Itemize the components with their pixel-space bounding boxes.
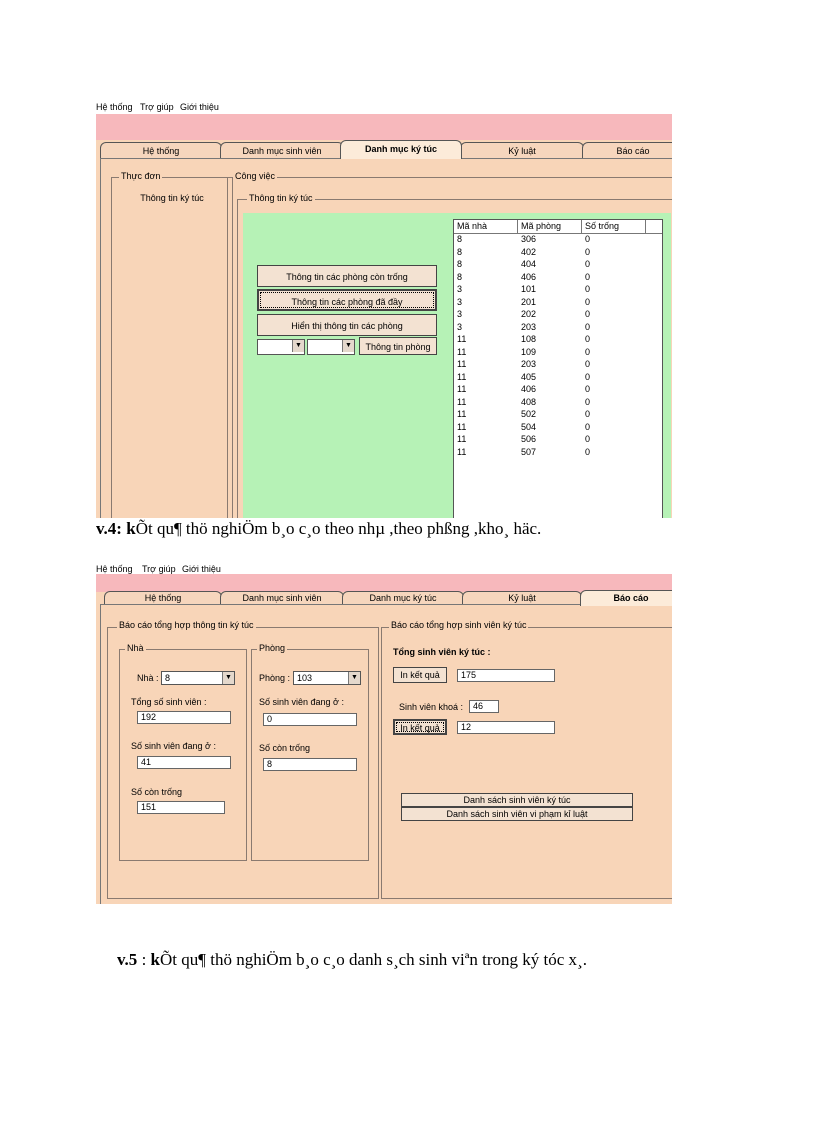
table-cell: 11 — [457, 371, 467, 382]
menu-tro-giup[interactable]: Trợ giúp — [142, 564, 176, 574]
table-cell: 408 — [521, 396, 537, 407]
table-cell: 404 — [521, 259, 537, 269]
total-students-value: 192 — [141, 712, 157, 722]
room-select[interactable] — [307, 339, 355, 355]
table-row[interactable] — [454, 247, 662, 260]
table-cell: 3 — [457, 309, 463, 319]
table-header — [454, 220, 662, 234]
house-living-label: Số sinh viên đang ở : — [131, 741, 216, 751]
table-row[interactable] — [454, 409, 662, 422]
total-dorm-students-label: Tổng sinh viên ký túc : — [393, 647, 491, 657]
table-cell: 11 — [457, 409, 467, 419]
table-cell: 502 — [521, 409, 537, 419]
col-header[interactable]: Số trống — [582, 220, 646, 233]
full-rooms-label: Thông tin các phòng đã đầy — [291, 297, 403, 307]
room-empty-label: Số còn trống — [259, 743, 311, 753]
table-cell: 0 — [585, 296, 591, 307]
room-select-value: 103 — [297, 673, 313, 683]
dormitory-info-button[interactable] — [115, 189, 229, 207]
table-row[interactable] — [454, 397, 662, 410]
dormitory-info-title: Thông tin ký túc — [249, 193, 313, 203]
tab-label: Danh mục ký túc — [364, 144, 438, 154]
table-cell: 0 — [585, 421, 591, 432]
screenshot-dormitory-catalog — [96, 100, 672, 518]
course-field[interactable] — [469, 700, 499, 713]
table-cell: 504 — [521, 421, 537, 432]
empty-rooms-button[interactable] — [257, 265, 437, 287]
student-summary-title: Báo cáo tổng hợp sinh viên ký túc — [391, 620, 527, 630]
table-row[interactable] — [454, 359, 662, 372]
table-row[interactable] — [454, 284, 662, 297]
table-cell: 101 — [521, 284, 537, 294]
table-cell: 0 — [585, 434, 591, 444]
table-cell: 8 — [457, 246, 463, 257]
house-select-value: 8 — [165, 673, 171, 683]
dormitory-info-label: Thông tin ký túc — [140, 193, 204, 203]
table-cell: 0 — [585, 346, 591, 357]
table-cell: 405 — [521, 371, 537, 382]
table-cell: 11 — [457, 346, 467, 357]
table-cell: 0 — [585, 446, 591, 457]
table-cell: 507 — [521, 446, 537, 457]
table-cell: 8 — [457, 271, 463, 282]
tab-label: Danh mục sinh viên — [242, 146, 322, 156]
tab-label: Báo cáo — [616, 146, 650, 156]
table-cell: 11 — [457, 421, 467, 432]
table-cell: 0 — [585, 259, 591, 269]
caption-separator: : — [137, 950, 151, 969]
table-cell: 11 — [457, 359, 467, 369]
room-group-title: Phòng — [259, 643, 286, 653]
table-row[interactable] — [454, 447, 662, 460]
menu-group-title: Thực đơn — [121, 171, 161, 181]
tab-danh-muc-ky-tuc[interactable] — [340, 140, 462, 159]
table-cell: 109 — [521, 346, 537, 357]
menu-he-thong[interactable]: Hệ thống — [96, 102, 133, 112]
menu-he-thong[interactable]: Hệ thống — [96, 564, 133, 574]
table-cell: 0 — [585, 396, 591, 407]
rooms-table[interactable] — [453, 219, 663, 518]
menu-gioi-thieu[interactable]: Giới thiệu — [180, 102, 219, 112]
room-living-field[interactable] — [263, 713, 357, 726]
total-students-field[interactable] — [137, 711, 231, 724]
table-row[interactable] — [454, 297, 662, 310]
table-row[interactable] — [454, 322, 662, 335]
table-cell: 0 — [585, 384, 591, 394]
print-result-button[interactable] — [393, 667, 447, 683]
house-empty-label: Số còn trống — [131, 787, 183, 797]
table-cell: 306 — [521, 234, 537, 244]
table-row[interactable] — [454, 347, 662, 360]
table-cell: 11 — [457, 384, 467, 394]
table-cell: 402 — [521, 246, 537, 257]
violation-list-label: Danh sách sinh viên vi phạm kỉ luật — [446, 809, 588, 819]
full-rooms-button[interactable] — [257, 289, 437, 311]
table-row[interactable] — [454, 372, 662, 385]
house-select[interactable] — [161, 671, 235, 685]
table-cell: 0 — [585, 246, 591, 257]
tab-content-panel — [100, 158, 672, 518]
table-cell: 8 — [457, 259, 463, 269]
table-cell: 0 — [585, 271, 591, 282]
table-cell: 202 — [521, 309, 537, 319]
table-cell: 0 — [585, 334, 591, 344]
table-row[interactable] — [454, 259, 662, 272]
menu-bar — [96, 100, 672, 114]
title-band — [96, 114, 672, 140]
dorm-summary-title: Báo cáo tổng hợp thông tin ký túc — [119, 620, 254, 630]
menu-group — [111, 177, 233, 518]
table-row[interactable] — [454, 384, 662, 397]
table-cell: 0 — [585, 359, 591, 369]
room-label: Phòng : — [259, 673, 291, 683]
room-living-label: Số sinh viên đang ở : — [259, 697, 344, 707]
table-cell: 11 — [457, 434, 467, 444]
table-cell: 0 — [585, 234, 591, 244]
table-row[interactable] — [454, 309, 662, 322]
table-cell: 108 — [521, 334, 537, 344]
tab-ky-luat[interactable] — [462, 591, 582, 605]
house-living-field[interactable] — [137, 756, 231, 769]
table-cell: 11 — [457, 446, 467, 457]
table-cell: 0 — [585, 321, 591, 332]
tab-label: Danh mục ký túc — [369, 593, 437, 603]
house-label: Nhà : — [137, 673, 159, 683]
table-cell: 203 — [521, 321, 537, 332]
house-living-value: 41 — [141, 757, 152, 767]
tab-danh-muc-ky-tuc[interactable] — [342, 591, 464, 605]
table-cell: 11 — [457, 396, 467, 407]
tab-ky-luat[interactable] — [460, 142, 584, 159]
tab-he-thong[interactable] — [104, 591, 222, 605]
table-cell: 506 — [521, 434, 537, 444]
screenshot-report — [96, 562, 672, 904]
room-info-button[interactable] — [359, 337, 437, 355]
caption-lead: k — [150, 950, 161, 969]
tab-label: Kỷ luật — [508, 146, 536, 156]
course-result-value: 12 — [461, 722, 472, 732]
show-rooms-button[interactable] — [257, 314, 437, 336]
dorm-student-list-button[interactable] — [401, 793, 633, 807]
print-course-result-button[interactable] — [393, 719, 447, 735]
empty-rooms-label: Thông tin các phòng còn trống — [286, 272, 408, 282]
table-cell: 0 — [585, 284, 591, 294]
caption-figure-4 — [96, 519, 541, 539]
tab-label: Kỷ luật — [508, 593, 536, 603]
tab-content-panel — [100, 604, 672, 904]
course-label: Sinh viên khoá : — [399, 702, 464, 712]
col-header[interactable]: Mã phòng — [518, 220, 582, 233]
table-cell: 11 — [457, 334, 467, 344]
table-cell: 3 — [457, 321, 463, 332]
house-select[interactable] — [257, 339, 305, 355]
menu-tro-giup[interactable]: Trợ giúp — [140, 102, 174, 112]
chevron-down-icon: ▼ — [222, 672, 234, 684]
table-cell: 0 — [585, 371, 591, 382]
table-row[interactable] — [454, 272, 662, 285]
chevron-down-icon: ▼ — [292, 340, 304, 352]
chevron-down-icon: ▼ — [342, 340, 354, 352]
table-row[interactable] — [454, 422, 662, 435]
tab-he-thong[interactable] — [100, 142, 222, 159]
caption-text: Õt qu¶ thö nghiÖm b¸o c¸o theo nhµ ,theo phßng ,kho¸ häc. — [135, 519, 542, 538]
show-rooms-label: Hiển thị thông tin các phòng — [291, 321, 403, 331]
tab-bao-cao[interactable] — [580, 590, 672, 606]
course-value: 46 — [473, 701, 484, 711]
caption-text: Õt qu¶ thö nghiÖm b¸o c¸o danh s¸ch sinh viªn trong ký tóc x¸. — [160, 950, 587, 969]
print-course-result-label: In kết quả — [400, 723, 440, 733]
course-result-field[interactable] — [457, 721, 555, 734]
tab-label: Báo cáo — [613, 593, 649, 603]
total-dorm-students-value: 175 — [461, 670, 477, 680]
house-group-title: Nhà — [127, 643, 144, 653]
room-select[interactable] — [293, 671, 361, 685]
tab-label: Hệ thống — [144, 593, 182, 603]
violation-list-button[interactable] — [401, 807, 633, 821]
menu-gioi-thieu[interactable]: Giới thiệu — [182, 564, 221, 574]
tab-label: Hệ thống — [142, 146, 180, 156]
tab-label: Danh mục sinh viên — [242, 593, 322, 603]
room-empty-field[interactable] — [263, 758, 357, 771]
tab-bao-cao[interactable] — [582, 142, 672, 159]
room-living-value: 0 — [267, 714, 273, 724]
house-empty-field[interactable] — [137, 801, 225, 814]
table-cell: 3 — [457, 284, 463, 294]
table-cell: 406 — [521, 271, 537, 282]
total-dorm-students-field[interactable] — [457, 669, 555, 682]
room-info-label: Thông tin phòng — [365, 342, 431, 352]
tab-danh-muc-sinh-vien[interactable] — [220, 142, 344, 159]
table-row[interactable] — [454, 234, 662, 247]
table-cell: 406 — [521, 384, 537, 394]
print-result-label: In kết quả — [400, 670, 440, 680]
work-group-title: Công việc — [235, 171, 276, 181]
caption-number: v.5 — [117, 950, 138, 969]
caption-lead: k — [126, 519, 136, 538]
caption-number: v.4: — [96, 519, 127, 538]
table-cell: 8 — [457, 234, 463, 244]
table-cell: 0 — [585, 409, 591, 419]
total-students-label: Tổng số sinh viên : — [131, 697, 207, 707]
table-cell: 203 — [521, 359, 537, 369]
chevron-down-icon: ▼ — [348, 672, 360, 684]
room-empty-value: 8 — [267, 759, 273, 769]
table-row[interactable] — [454, 334, 662, 347]
table-cell: 3 — [457, 296, 463, 307]
tab-danh-muc-sinh-vien[interactable] — [220, 591, 344, 605]
col-header[interactable]: Mã nhà — [454, 220, 518, 233]
table-row[interactable] — [454, 434, 662, 447]
house-empty-value: 151 — [141, 802, 157, 812]
table-cell: 201 — [521, 296, 537, 307]
dorm-student-list-label: Danh sách sinh viên ký túc — [463, 795, 571, 805]
caption-figure-5 — [117, 950, 587, 970]
table-cell: 0 — [585, 309, 591, 319]
